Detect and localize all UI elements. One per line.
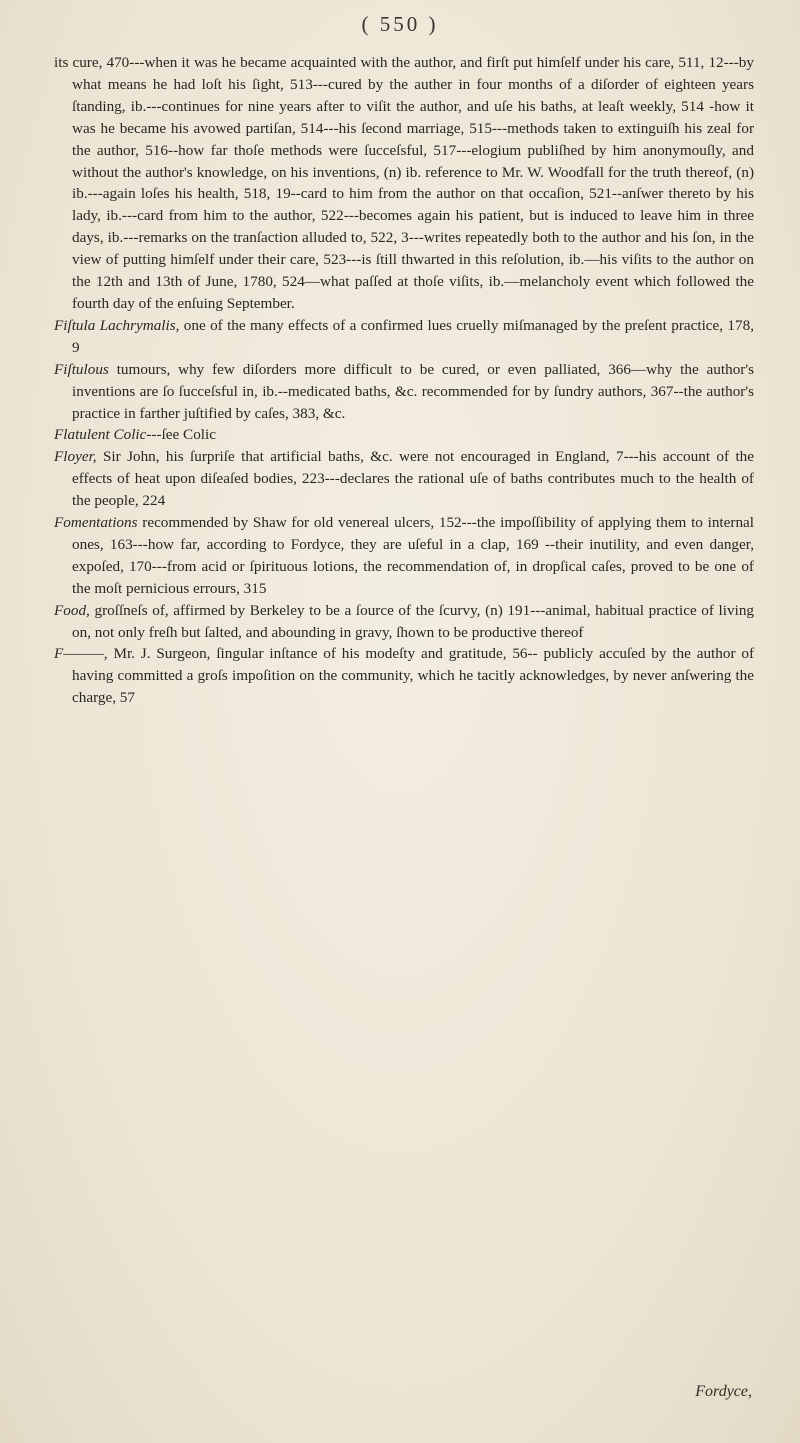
- entry-text: its cure, 470---when it was he became acquainted with the author, and firſt put himſelf under his care, 511, 12---by what means he had loſt his ſight, 513---cured by the auther in four months of a diſorder of eighteen years ſtanding, ib.---continues for nine years after to viſit the author, and uſe his baths, at leaſt weekly, 514 -how it was he became his avowed partiſan, 514---his ſecond marriage, 515---methods taken to extinguiſh his zeal for the author, 516--how far thoſe methods were ſucceſsful, 517---elogium publiſhed by him anonymouſly, and without the author's knowledge, on his inventions, (n) ib. reference to Mr. W. Woodfall for the truth thereof, (n) ib.---again loſes his health, 518, 19--card to him from the author on that occaſion, 521--anſwer thereto by his lady, ib.---card from him to the author, 522---becomes again his patient, but is induced to leave him in three days, ib.---remarks on the tranſaction alluded to, 522, 3---writes repeatedly both to the author and his ſon, in the view of putting himſelf under their care, 523---is ſtill thwarted in this reſolution, ib.—his viſits to the author on the 12th and 13th of June, 1780, 524—what paſſed at thoſe viſits, ib.—melancholy event which followed the fourth day of the enſuing September.: [54, 54, 754, 312]
- catchword: Fordyce,: [695, 1383, 752, 1400]
- entry-headword: Food,: [54, 601, 90, 619]
- index-entry-continuation: [54, 52, 754, 315]
- entry-headword: F———,: [54, 645, 108, 663]
- entry-headword: Fomentations: [54, 514, 138, 532]
- entry-text: one of the many effects of a confirmed lues cruelly miſmanaged by the preſent practice, 178, 9: [72, 316, 755, 356]
- entry-headword: Flatulent Colic: [54, 426, 147, 444]
- entry-headword: Floyer,: [54, 448, 97, 466]
- index-entry-flatulent-colic: [54, 424, 754, 446]
- index-entry-fistulous: [54, 359, 754, 425]
- entry-text: groſſneſs of, affirmed by Berkeley to be a ſource of the ſcurvy, (n) 191---animal, habitual practice of living on, not only freſh but ſalted, and abounding in gravy, ſhown to be productive thereof: [72, 601, 755, 641]
- index-text: [54, 52, 754, 709]
- entry-text: recommended by Shaw for old venereal ulcers, 152---the impoſſibility of applying them to internal ones, 163---how far, according to Fordyce, they are uſeful in a clap, 169 --their inutility, and even danger, expoſed, 170---from acid or ſpirituous lotions, the recommendation of, in dropſical caſes, proved to be one of the moſt pernicious errours, 315: [72, 514, 755, 597]
- page-number: ( 550 ): [361, 12, 439, 36]
- entry-headword: Fiſtulous: [54, 360, 109, 378]
- entry-text: ---ſee Colic: [146, 426, 216, 444]
- index-entry-f-surgeon: [54, 643, 754, 709]
- index-entry-fomentations: [54, 512, 754, 600]
- index-entry-food: [54, 600, 754, 644]
- entry-text: Mr. J. Surgeon, ſingular inſtance of his modeſty and gratitude, 56-- publicly accuſed by the author of having committed a groſs impoſition on the community, which he tacitly acknowledges, by never anſwering the charge, 57: [72, 645, 755, 707]
- entry-text: tumours, why few diſorders more difficult to be cured, or even palliated, 366—why the author's inventions are ſo ſucceſsful in, ib.--medicated baths, &c. recommended for by ſundry authors, 367--the author's practice in farther juſtified by caſes, 383, &c.: [72, 360, 755, 422]
- index-entry-floyer: [54, 446, 754, 512]
- entry-text: Sir John, his ſurpriſe that artificial baths, &c. were not encouraged in England, 7---his account of the effects of heat upon diſeaſed bodies, 223---declares the rational uſe of baths contributes much to the health of the people, 224: [72, 448, 754, 510]
- entry-headword: Fiſtula Lachrymalis,: [54, 316, 180, 334]
- index-entry-fistula-lachrymalis: [54, 315, 754, 359]
